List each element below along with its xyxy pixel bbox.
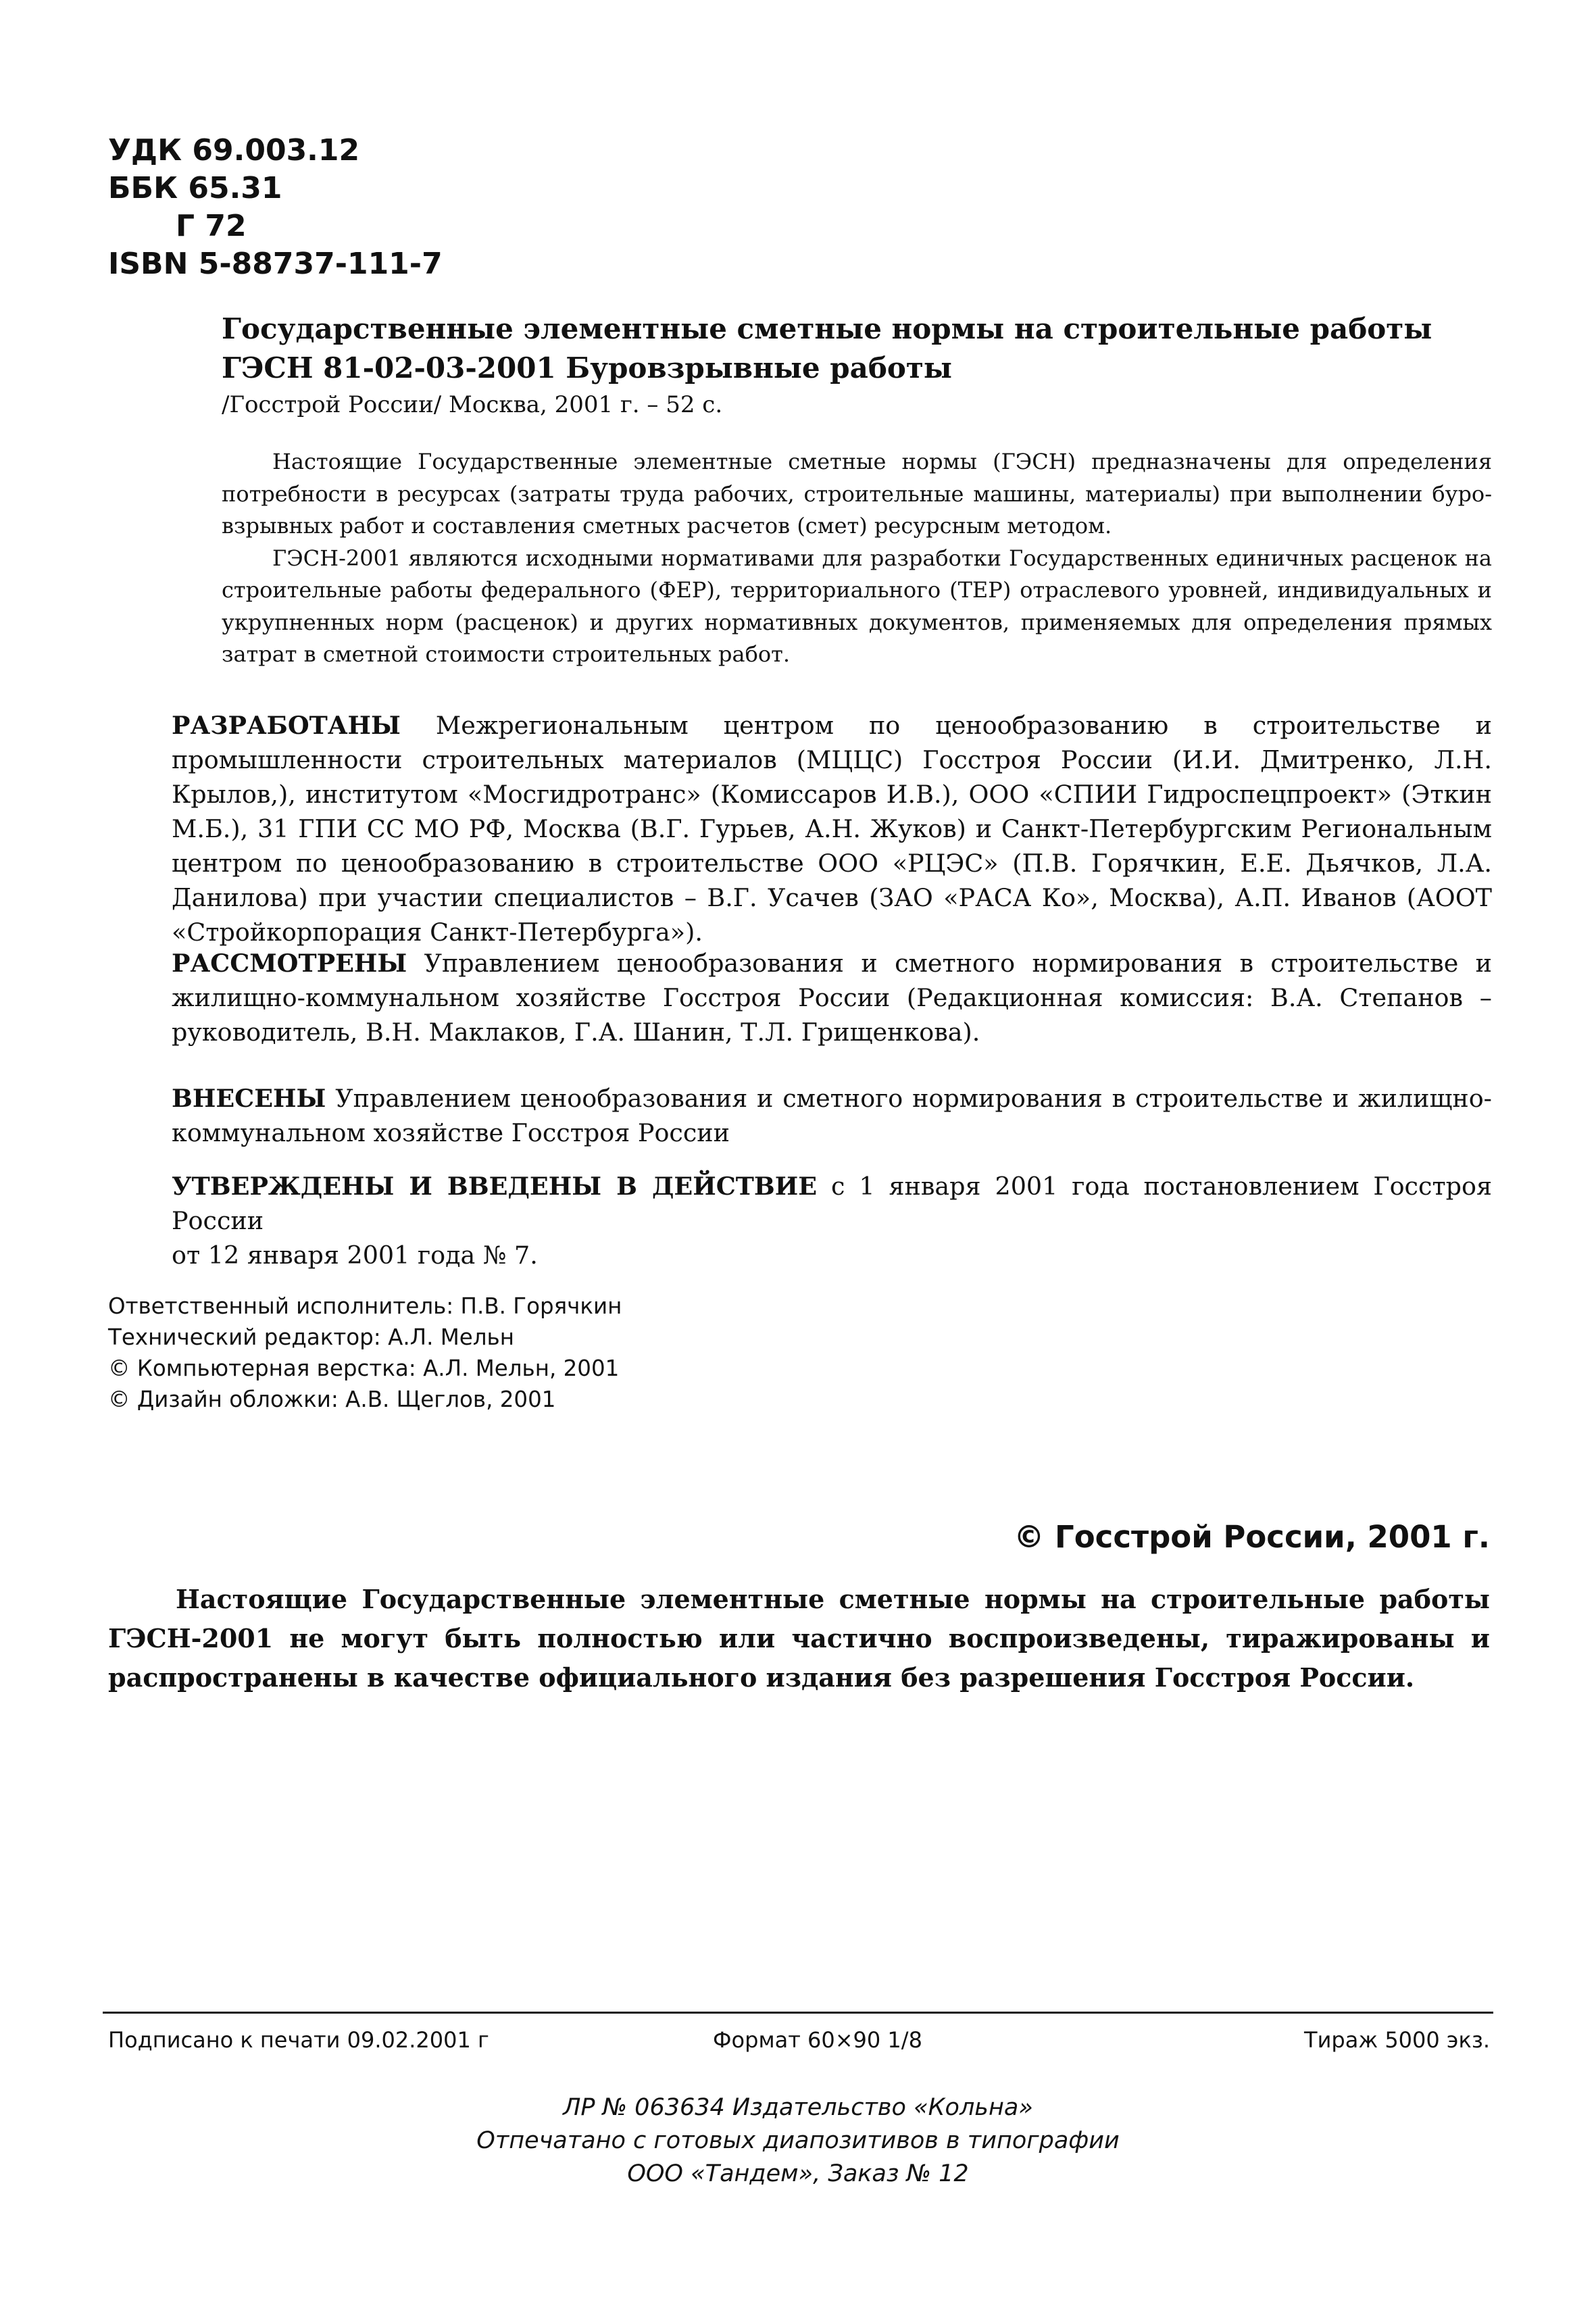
developed-text: Межрегиональным центром по ценообразованию в строительстве и промышленности строительных материалов (МЦЦС) Госстроя России (И.И. Дмитренко, Л.Н. Крылов,), институтом «Мосгидротранс» (Комиссаров И.В.), ООО «СПИИ Гидроспецпроект» (Эткин М.Б.), 31 ГПИ СС МО РФ, Москва (В.Г. Гурьев, А.Н. Жуков) и Санкт-Петербургским Региональным центром по ценообразованию в строительстве ООО «РЦЭС» (П.В. Горячкин, Е.Е. Дьячков, Л.А. Данилова) при участии специалистов – В.Г. Усачев (ЗАО «РАСА Ко», Москва), А.П. Иванов (АООТ «Стройкорпорация Санкт-Петербурга»). xyxy=(172,711,1492,947)
abstract xyxy=(222,446,1492,671)
abstract-paragraph-1: Настоящие Государственные элементные сметные нормы (ГЭСН) предназначены для определения потребности в ресурсах (затраты труда рабочих, строительные машины, материалы) при выполнении буро-взрывных работ и составления сметных расчетов (смет) ресурсным методом. xyxy=(222,449,1492,539)
bbk-code: ББК 65.31 xyxy=(108,171,282,205)
submitted-section xyxy=(172,1081,1492,1150)
imprint-signed: Подписано к печати 09.02.2001 г xyxy=(108,2027,489,2053)
developed-heading: РАЗРАБОТАНЫ xyxy=(172,711,401,740)
reviewed-text: Управлением ценообразования и сметного нормирования в строительстве и жилищно-коммунальном хозяйстве Госстроя России (Редакционная комиссия: В.А. Степанов – руководитель, В.Н. Маклаков, Г.А. Шанин, Т.Л. Грищенкова). xyxy=(172,949,1492,1047)
submitted-heading: ВНЕСЕНЫ xyxy=(172,1084,326,1113)
credit-layout: © Компьютерная верстка: А.Л. Мельн, 2001 xyxy=(108,1355,620,1381)
udk-code: УДК 69.003.12 xyxy=(108,133,360,168)
credits xyxy=(108,1291,622,1415)
imprint-row xyxy=(108,2027,1490,2061)
submitted-text: Управлением ценообразования и сметного нормирования в строительстве и жилищно-коммунальном хозяйстве Госстроя России xyxy=(172,1084,1493,1147)
publication-info: /Госстрой России/ Москва, 2001 г. – 52 с. xyxy=(222,391,723,418)
reproduction-notice-text: Настоящие Государственные элементные сметные нормы на строительные работы ГЭСН-2001 не могут быть полностью или частично воспроизведены, тиражированы и распространены в качестве официального издания без разрешения Госстроя России. xyxy=(108,1584,1490,1693)
approved-text-line2: от 12 января 2001 года № 7. xyxy=(172,1241,538,1270)
document-title: Государственные элементные сметные нормы на строительные работы xyxy=(222,312,1432,345)
imprint-circulation: Тираж 5000 экз. xyxy=(1304,2027,1490,2053)
credit-tech-editor: Технический редактор: А.Л. Мельн xyxy=(108,1324,514,1350)
approved-section xyxy=(172,1169,1492,1272)
approved-heading: УТВЕРЖДЕНЫ И ВВЕДЕНЫ В ДЕЙСТВИЕ xyxy=(172,1172,818,1201)
reproduction-notice xyxy=(108,1580,1490,1697)
printer-line-1: ЛР № 063634 Издательство «Кольна» xyxy=(563,2094,1033,2121)
printer-line-2: Отпечатано с готовых диапозитивов в типографии xyxy=(476,2127,1120,2154)
reviewed-heading: РАССМОТРЕНЫ xyxy=(172,949,407,978)
credit-executor: Ответственный исполнитель: П.В. Горячкин xyxy=(108,1293,622,1319)
developed-section xyxy=(172,708,1492,949)
divider-rule xyxy=(103,2012,1493,2014)
imprint-format: Формат 60×90 1/8 xyxy=(713,2027,922,2053)
credit-cover: © Дизайн обложки: А.В. Щеглов, 2001 xyxy=(108,1387,556,1412)
printer-info xyxy=(0,2091,1596,2191)
approved-text: с 1 января 2001 года постановлением Госстроя России xyxy=(172,1172,1492,1235)
isbn-code: ISBN 5-88737-111-7 xyxy=(108,247,443,281)
classification-codes xyxy=(108,132,443,283)
reviewed-section xyxy=(172,946,1492,1049)
abstract-paragraph-2: ГЭСН-2001 являются исходными нормативами для разработки Государственных единичных расценок на строительные работы федерального (ФЕР), территориального (ТЕР) отраслевого уровней, индивидуальных и укрупненных норм (расценок) и других нормативных документов, применяемых для определения прямых затрат в сметной стоимости строительных работ. xyxy=(222,545,1492,667)
printer-line-3: ООО «Тандем», Заказ № 12 xyxy=(627,2160,969,2187)
title-block xyxy=(222,309,1492,422)
copyright-notice: © Госстрой России, 2001 г. xyxy=(1014,1519,1490,1555)
author-mark: Г 72 xyxy=(176,209,247,243)
document-subtitle: ГЭСН 81-02-03-2001 Буровзрывные работы xyxy=(222,351,953,384)
